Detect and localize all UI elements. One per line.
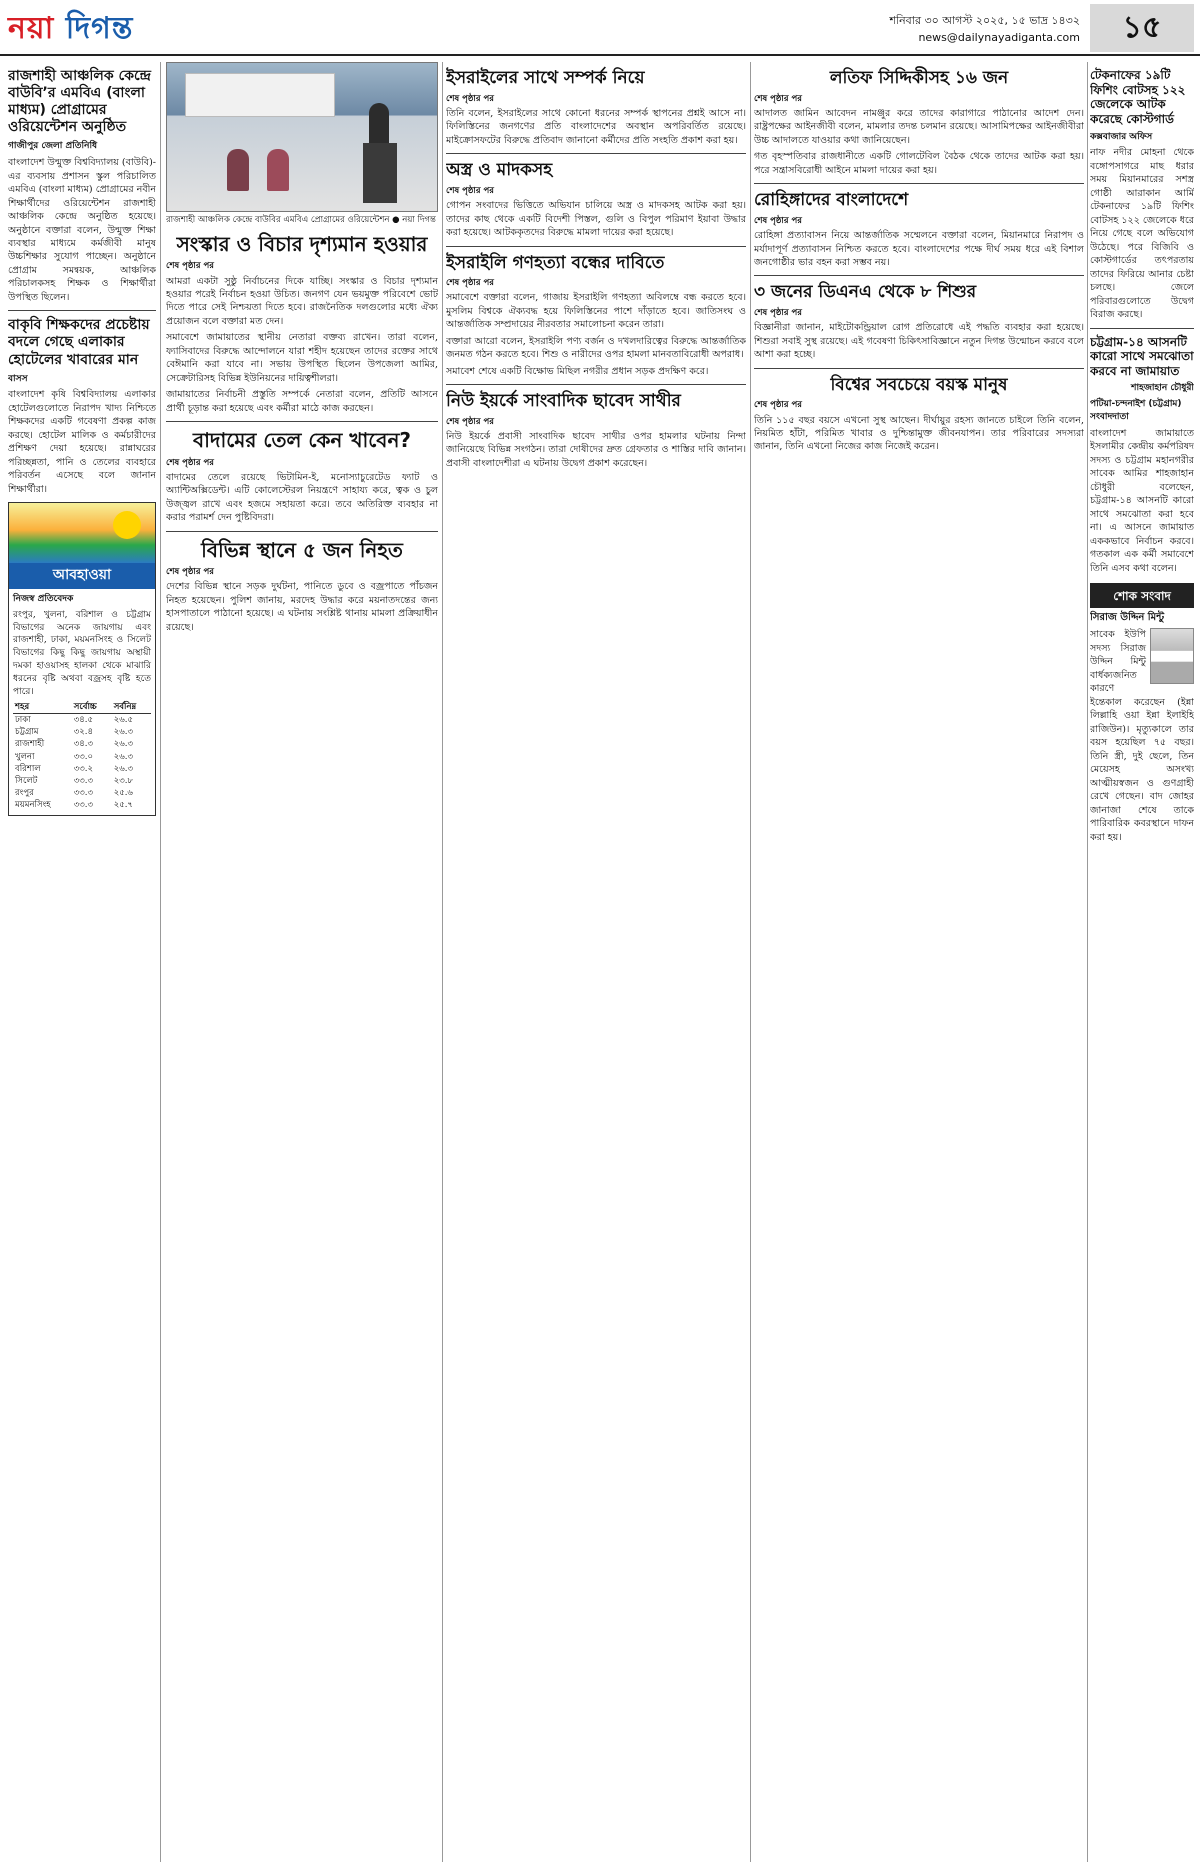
headline[interactable]: চট্টগ্রাম-১৪ আসনটি কারো সাথে সমঝোতা করবে না জামায়াত [1090,334,1194,378]
article-body: বক্তারা আরো বলেন, ইসরাইলি পণ্য বর্জন ও দখলদারিত্বের বিরুদ্ধে আন্তর্জাতিক জনমত গঠন করতে হবে। শিশু ও নারীদের ওপর হামলা মানবতাবিরোধী অপরাধ। [446,335,746,361]
article-bau-hotel-food [8,317,156,496]
divider [166,531,438,532]
article-new-york-journalist [446,391,746,470]
table-cell: ২৬.৩ [113,739,133,750]
column-divider [160,62,161,1862]
divider [166,421,438,422]
byline: কক্সবাজার অফিস [1090,131,1153,142]
divider [446,246,746,247]
author: শাহজাহান চৌধুরী [1131,383,1194,394]
article-body: সমাবেশে বক্তারা বলেন, গাজায় ইসরাইলি গণহত্যা অবিলম্বে বন্ধ করতে হবে। মুসলিম বিশ্বকে ঐক্যবদ্ধ হয়ে ফিলিস্তিনের পাশে দাঁড়াতে হবে। জাতিসংঘ ও আন্তর্জাতিক সম্প্রদায়ের নীরবতার সমালোচনা করেন তারা। [446,292,746,331]
deceased-portrait [1150,628,1194,684]
article-body: সমাবেশ শেষে একটি বিক্ষোভ মিছিল নগরীর প্রধান সড়ক প্রদক্ষিণ করে। [446,365,709,377]
headline[interactable]: সংস্কার ও বিচার দৃশ্যমান হওয়ার [176,232,428,257]
table-cell: বরিশাল [15,763,41,774]
continued-label: শেষ পৃষ্ঠার পর [446,416,494,427]
table-cell: ২৬.৫ [113,715,133,726]
table-row [13,738,151,750]
column-divider [750,62,751,1862]
divider [754,368,1084,369]
table-cell: রংপুর [15,787,34,798]
table-cell: ৩৩.৩ [73,787,93,798]
column-1 [8,62,156,1862]
newspaper-logo [8,8,133,51]
article-gaza-genocide [446,253,746,379]
byline: গাজীপুর জেলা প্রতিনিধি [8,141,98,152]
sun-icon [113,511,141,539]
table-cell: সিলেট [15,775,38,786]
weather-forecast: রংপুর, খুলনা, বরিশাল ও চট্টগ্রাম বিভাগের অনেক জায়গায় এবং রাজশাহী, ঢাকা, ময়মনসিংহ ও সিলেট বিভাগের কিছু কিছু জায়গায় অস্থায়ী দমকা হাওয়াসহ হালকা থেকে মাঝারি ধরনের বৃষ্টি অথবা বজ্রসহ বৃষ্টি হতে পারে। [13,609,151,697]
continued-label: শেষ পৃষ্ঠার পর [754,215,802,226]
deceased-name: সিরাজ উদ্দিন মিন্টু [1090,612,1165,624]
article-body: রোহিঙ্গা প্রত্যাবাসন নিয়ে আন্তর্জাতিক সম্মেলনে বক্তারা বলেন, মিয়ানমারে নিরাপদ ও মর্যাদাপূর্ণ প্রত্যাবাসন নিশ্চিত করতে হবে। বাংলাদেশের পক্ষে দীর্ঘ সময় ধরে এই বিশাল জনগোষ্ঠীর ভার বহন করা সম্ভব নয়। [754,230,1084,268]
article-body: আদালত জামিন আবেদন নামঞ্জুর করে তাদের কারাগারে পাঠানোর আদেশ দেন। রাষ্ট্রপক্ষের আইনজীবী বলেন, মামলার তদন্ত চলমান রয়েছে। আসামিপক্ষের আইনজীবীরা উচ্চ আদালতে যাওয়ার কথা জানিয়েছেন। [754,107,1084,146]
article-body: বাদামের তেলে রয়েছে ভিটামিন-ই, মনোস্যাচুরেটেড ফ্যাট ও অ্যান্টিঅক্সিডেন্ট। এটি কোলেস্টেরল নিয়ন্ত্রণে সাহায্য করে, ত্বক ও চুল উজ্জ্বল রাখে এবং হজমে সহায়তা করে। তবে অতিরিক্ত ব্যবহার না করার পরামর্শ দেন পুষ্টিবিদরা। [166,471,438,524]
table-cell: খুলনা [15,751,35,762]
masthead [0,0,1200,56]
article-reform-justice [166,232,438,415]
continued-label: শেষ পৃষ্ঠার পর [446,278,494,289]
weather-title: আবহাওয়া [9,563,155,589]
event-photo [166,62,438,212]
table-header: সর্বোচ্চ [72,701,112,714]
headline[interactable]: ৩ জনের ডিএনএ থেকে ৮ শিশুর [754,282,977,303]
continued-label: শেষ পৃষ্ঠার পর [166,567,214,578]
table-row [13,775,151,787]
article-body: তিনি বলেন, ইসরাইলের সাথে কোনো ধরনের সম্পর্ক স্থাপনের প্রশ্নই আসে না। ফিলিস্তিনের জনগণের প্রতি বাংলাদেশের অবস্থান অপরিবর্তিত রয়েছে। মাইক্রোসফটের বিরুদ্ধে প্রতিবাদ জানানো কর্মীদের প্রতি সংহতি প্রকাশ করা হয়। [446,107,746,146]
article-body: সমাবেশে জামায়াতের স্থানীয় নেতারা বক্তব্য রাখেন। তারা বলেন, ফ্যাসিবাদের বিরুদ্ধে আন্দোলনে যারা শহীদ হয়েছেন তাদের রক্তের সাথে বেঈমানি করা যাবে না। সভায় উপস্থিত ছিলেন উপজেলা আমির, সেক্রেটারিসহ বিভিন্ন ইউনিয়নের দায়িত্বশীলরা। [166,332,438,384]
column-5 [1090,62,1194,1862]
continued-label: শেষ পৃষ্ঠার পর [446,185,494,196]
table-cell: ৩৪.৫ [73,715,93,726]
table-cell: রাজশাহী [15,739,45,750]
article-body: নাফ নদীর মোহনা থেকে বঙ্গোপসাগরে মাছ ধরার সময় মিয়ানমারের সশস্ত্র গোষ্ঠী আরাকান আর্মি টেকনাফের ১৯টি ফিশিং বোটসহ ১২২ জেলেকে ধরে নিয়ে গেছে বলে অভিযোগ উঠেছে। পরে বিজিবি ও কোস্টগার্ডের তৎপরতায় তাদের ফিরিয়ে আনার চেষ্টা চলছে। জেলে পরিবারগুলোতে উদ্বেগ বিরাজ করছে। [1090,147,1194,321]
seated-guest [227,149,249,191]
caption-text: রাজশাহী আঞ্চলিক কেন্দ্রে বাউবির এমবিএ প্রোগ্রামের ওরিয়েন্টেশন [166,215,390,225]
table-cell: ২৬.৩ [113,751,133,762]
article-body: জামায়াতের নির্বাচনী প্রস্তুতি সম্পর্কে নেতারা বলেন, প্রতিটি আসনে প্রার্থী চূড়ান্ত করা হয়েছে এবং কর্মীরা মাঠে কাজ করছেন। [166,389,438,414]
article-body: বাংলাদেশ কৃষি বিশ্ববিদ্যালয় এলাকার হোটেলগুলোতে নিরাপদ খাদ্য নিশ্চিতে শিক্ষকদের একটি গবেষণা প্রকল্প কাজ করছে। হোটেল মালিক ও কর্মচারীদের প্রশিক্ষণ দেয়া হয়েছে। রান্নাঘরের পরিচ্ছন্নতা, পানি ও তেলের ব্যবহারে পরিবর্তন এসেছে বলে জানান শিক্ষার্থীরা। [8,389,156,495]
table-row [13,787,151,799]
headline[interactable]: রাজশাহী আঞ্চলিক কেন্দ্রে বাউবি’র এমবিএ (বাংলা মাধ্যম) প্রোগ্রামের ওরিয়েন্টেশন অনুষ্ঠিত [8,68,151,136]
table-cell: ৩৩.৩ [73,799,93,810]
continued-label: শেষ পৃষ্ঠার পর [446,93,494,104]
weather-box [8,502,156,816]
column-divider [442,62,443,1862]
podium [363,143,397,203]
logo-part-2: দিগন্ত [65,11,134,46]
obituary-box [1090,583,1194,844]
table-header: সর্বনিম্ন [112,701,151,714]
continued-label: শেষ পৃষ্ঠার পর [754,308,802,319]
continued-label: শেষ পৃষ্ঠার পর [754,400,802,411]
divider [754,183,1084,184]
headline[interactable]: অস্ত্র ও মাদকসহ [446,160,553,181]
article-five-killed [166,538,438,634]
article-almond-oil [166,428,438,524]
article-arms-drugs [446,160,746,239]
table-cell: ময়মনসিংহ [15,799,51,810]
table-cell: ৩৩.০ [73,751,93,762]
article-chattogram-14 [1090,335,1194,576]
table-cell: ৩২.৪ [73,727,93,738]
photo-caption: রাজশাহী আঞ্চলিক কেন্দ্রে বাউবির এমবিএ প্রোগ্রামের ওরিয়েন্টেশন ● নয়া দিগন্ত [166,215,436,225]
table-cell: ২৫.৭ [113,799,133,810]
article-body: তিনি ১১৫ বছর বয়সে এখনো সুস্থ আছেন। দীর্ঘায়ুর রহস্য জানতে চাইলে তিনি বলেন, নিয়মিত হাঁটা, পরিমিত খাবার ও দুশ্চিন্তামুক্ত জীবনযাপন। তার পরিবারের সদস্যরা জানান, তিনি এখনো নিজের কাজ নিজেই করেন। [754,414,1084,453]
table-row [13,751,151,763]
website-email[interactable]: news@dailynayadiganta.com [918,31,1080,45]
obituary-body: সাবেক ইউপি সদস্য সিরাজ উদ্দিন মিন্টু বার্ধক্যজনিত কারণে ইন্তেকাল করেছেন (ইন্না লিল্লাহি ওয়া ইন্না ইলাইহি রাজিউন)। মৃত্যুকালে তার বয়স হয়েছিল ৭৫ বছর। তিনি স্ত্রী, দুই ছেলে, তিন মেয়েসহ অসংখ্য আত্মীয়স্বজন ও গুণগ্রাহী রেখে গেছেন। বাদ জোহর জানাজা শেষে তাকে পারিবারিক কবরস্থানে দাফন করা হয়। [1090,629,1194,843]
column-divider [1087,62,1088,1862]
article-teknaf-fishermen [1090,68,1194,322]
divider [446,384,746,385]
headline[interactable]: টেকনাফের ১৯টি ফিশিং বোটসহ ১২২ জেলেকে আটক করেছে কোস্টগার্ড [1090,68,1186,126]
divider [8,310,156,311]
table-row [13,799,151,811]
divider [446,153,746,154]
headline[interactable]: লতিফ সিদ্দিকীসহ ১৬ জন [829,68,1009,88]
temperature-table [13,701,151,811]
issue-date: শনিবার ৩০ আগস্ট ২০২৫, ১৫ ভাদ্র ১৪৩২ [889,14,1080,27]
table-header: শহর [13,701,72,714]
article-body: নিউ ইয়র্কে প্রবাসী সাংবাদিক ছাবেদ সাথীর ওপর হামলার ঘটনায় নিন্দা জানিয়েছে বিভিন্ন সংগঠন। তারা দোষীদের দ্রুত গ্রেফতার ও শাস্তির দাবি জানান। প্রবাসী বাংলাদেশীরা এ ঘটনায় উদ্বেগ প্রকাশ করেছেন। [446,431,746,469]
headline[interactable]: ইসরাইলি গণহত্যা বন্ধের দাবিতে [446,252,665,273]
table-row [13,763,151,775]
divider [1090,328,1194,329]
article-body: দেশের বিভিন্ন স্থানে সড়ক দুর্ঘটনা, পানিতে ডুবে ও বজ্রপাতে পাঁচজন নিহত হয়েছেন। পুলিশ জানায়, মরদেহ উদ্ধার করে ময়নাতদন্তের জন্য হাসপাতালে পাঠানো হয়েছে। এ ঘটনায় সংশ্লিষ্ট থানায় মামলা প্রক্রিয়াধীন রয়েছে। [166,581,438,633]
continued-label: শেষ পৃষ্ঠার পর [166,457,214,468]
photo-credit: নয়া দিগন্ত [402,215,436,225]
headline[interactable]: বিভিন্ন স্থানে ৫ জন নিহত [201,537,403,562]
article-body: গোপন সংবাদের ভিত্তিতে অভিযান চালিয়ে অস্ত্র ও মাদকসহ আটক করা হয়। তাদের কাছ থেকে একটি বিদেশী পিস্তল, গুলি ও বিপুল পরিমাণ ইয়াবা উদ্ধার করা হয়েছে। আটককৃতদের বিরুদ্ধে মামলা দায়ের করা হয়েছে। [446,200,746,239]
table-row [13,714,151,727]
article-three-parent-dna [754,282,1084,361]
byline: বাসস [8,373,28,384]
column-2 [166,62,438,1862]
divider [754,275,1084,276]
headline[interactable]: নিউ ইয়র্কে সাংবাদিক ছাবেদ সাথীর [446,391,681,412]
table-cell: ৩৩.৩ [73,775,93,786]
article-baub-orientation [8,68,156,304]
article-body: বাংলাদেশ উন্মুক্ত বিশ্ববিদ্যালয় (বাউবি)-এর ব্যবসায় প্রশাসন স্কুল পরিচালিত এমবিএ (বাংলা মাধ্যম) প্রোগ্রামের নবীন শিক্ষার্থীদের ওরিয়েন্টেশন রাজশাহী আঞ্চলিক কেন্দ্রে অনুষ্ঠিত হয়েছে। অনুষ্ঠানে বক্তারা বলেন, উন্মুক্ত শিক্ষা ব্যবস্থার মাধ্যমে কর্মজীবী মানুষ উচ্চশিক্ষার সুযোগ পাচ্ছেন। অনুষ্ঠানে প্রোগ্রাম সমন্বয়ক, আঞ্চলিক পরিচালকসহ শিক্ষক ও শিক্ষার্থীরা উপস্থিত ছিলেন। [8,157,156,303]
dateline [889,12,1080,46]
article-israel-relations [446,68,746,147]
column-3 [446,62,746,1862]
seated-guest [267,149,289,191]
table-cell: ৩৪.৩ [73,739,93,750]
article-latif-siddiqui [754,68,1084,177]
headline[interactable]: বিশ্বের সবচেয়ে বয়স্ক মানুষ [830,374,1008,395]
column-4 [754,62,1084,1862]
obituary-title: শোক সংবাদ [1090,585,1194,608]
byline: নিজস্ব প্রতিবেদক [13,594,74,605]
article-rohingya [754,190,1084,269]
stage-banner [185,73,335,117]
table-row [13,726,151,738]
article-body: আমরা একটা সুষ্ঠু নির্বাচনের দিকে যাচ্ছি। সংস্কার ও বিচার দৃশ্যমান হওয়ার পরেই নির্বাচন হওয়া উচিত। জনগণ যেন ভয়মুক্ত পরিবেশে ভোট দিতে পারে সেই নিশ্চয়তা দিতে হবে। রাজনৈতিক দলগুলোর মধ্যে ঐক্য প্রয়োজন বলে বক্তারা মত দেন। [166,275,438,327]
continued-label: শেষ পৃষ্ঠার পর [166,261,214,272]
article-body: বাংলাদেশ জামায়াতে ইসলামীর কেন্দ্রীয় কর্মপরিষদ সদস্য ও চট্টগ্রাম মহানগরীর সাবেক আমির শাহজাহান চৌধুরী বলেছেন, চট্টগ্রাম-১৪ আসনটি কারো সাথে সমঝোতা করা হবে না। এ আসনে জামায়াত এককভাবে নির্বাচন করবে। গতকাল এক কর্মী সমাবেশে তিনি এসব কথা বলেন। [1090,427,1194,574]
continued-label: শেষ পৃষ্ঠার পর [754,93,802,104]
article-oldest-person [754,375,1084,454]
headline[interactable]: বাদামের তেল কেন খাবেন? [193,428,411,453]
logo-part-1: নয়া [8,11,55,46]
table-cell: ২৫.৬ [113,787,133,798]
headline[interactable]: ইসরাইলের সাথে সম্পর্ক নিয়ে [446,68,645,88]
headline[interactable]: বাকৃবি শিক্ষকদের প্রচেষ্টায় বদলে গেছে এলাকার হোটেলের খাবারের মান [8,317,150,368]
table-cell: ৩৩.২ [73,763,93,774]
article-body: গত বৃহস্পতিবার রাজধানীতে একটি গোলটেবিল বৈঠক থেকে তাদের আটক করা হয়। পরে সন্ত্রাসবিরোধী আইনে মামলা দায়ের করা হয়। [754,151,1084,176]
table-cell: চট্টগ্রাম [15,727,39,738]
speaker [369,103,389,145]
table-cell: ঢাকা [15,715,31,726]
table-cell: ২৬.৩ [113,763,133,774]
article-body: বিজ্ঞানীরা জানান, মাইটোকন্ড্রিয়াল রোগ প্রতিরোধে এই পদ্ধতি ব্যবহার করা হয়েছে। শিশুরা সবাই সুস্থ রয়েছে। এই গবেষণা চিকিৎসাবিজ্ঞানে নতুন দিগন্ত উন্মোচন করবে বলে আশা করা হচ্ছে। [754,322,1084,361]
table-cell: ২৬.৩ [113,727,133,738]
byline: পটিয়া-চন্দনাইশ (চট্টগ্রাম) সংবাদদাতা [1090,399,1182,422]
headline[interactable]: রোহিঙ্গাদের বাংলাদেশে [754,190,909,211]
page-number: ১৫ [1090,4,1194,52]
weather-illustration [9,503,155,563]
table-cell: ২৩.৮ [113,775,133,786]
